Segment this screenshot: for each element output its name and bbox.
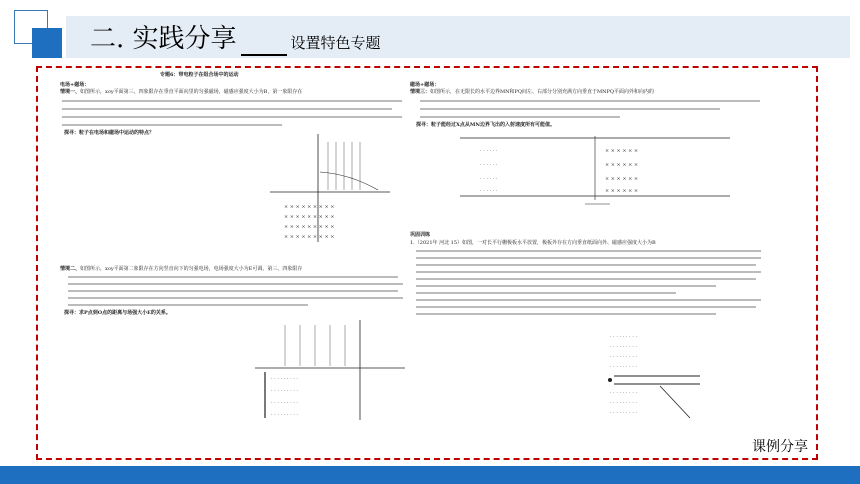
worksheet-document <box>60 70 815 430</box>
text-line <box>62 108 392 110</box>
figure-case1 <box>270 132 400 262</box>
text-line <box>68 304 308 306</box>
text-line <box>416 278 756 280</box>
svg-text:· · · · · · · · ·: · · · · · · · · · <box>610 364 638 370</box>
svg-text:× × × × × × × × ×: × × × × × × × × × <box>284 224 335 230</box>
svg-text:· · · · · · · · ·: · · · · · · · · · <box>610 390 638 396</box>
case2-paragraph: 情境二、如图所示，xoy平面第二象限存在方向竖直向下的匀强电场，电场强度大小为E可调。第三、四象限存 <box>60 266 303 272</box>
text-line <box>62 124 282 126</box>
exercise-paragraph: 1.（2021年 河北 15）如图，一对长平行栅极板水平放置，极板外存在方向垂直纸面向外、磁感应强度大小为B <box>410 240 656 246</box>
slide-title <box>90 20 381 56</box>
left-section-heading: 电场+磁场： <box>60 82 90 88</box>
figure-case2 <box>255 320 415 425</box>
svg-text:· · · · · ·: · · · · · · <box>480 148 498 154</box>
text-line <box>416 271 761 273</box>
text-line <box>68 290 398 292</box>
text-line <box>416 313 716 315</box>
lesson-share-label: 课例分享 <box>752 439 808 455</box>
doc-topic: 专题6：带电粒子在组合场中的运动 <box>160 72 239 78</box>
svg-text:× × × × × ×: × × × × × × <box>605 176 639 182</box>
right-section-heading: 磁场+磁场： <box>410 82 440 88</box>
text-line <box>416 250 761 252</box>
svg-text:· · · · · · · · ·: · · · · · · · · · <box>610 400 638 406</box>
title-sub: 设置特色专题 <box>290 34 381 52</box>
case3-paragraph: 情境三：如图所示，在无限长的水平边界MN和PQ间左、右部分分别充满方向垂直于MNPQ平面向外和向内的 <box>410 89 654 95</box>
svg-text:× × × × × ×: × × × × × × <box>605 148 639 154</box>
svg-text:· · · · · · · · ·: · · · · · · · · · <box>610 334 638 340</box>
text-line <box>416 264 756 266</box>
bottom-bar <box>0 466 860 484</box>
text-line <box>416 299 761 301</box>
svg-text:· · · · · · · · ·: · · · · · · · · · <box>271 388 299 394</box>
svg-text:· · · · · · · · ·: · · · · · · · · · <box>610 344 638 350</box>
text-line <box>420 100 760 102</box>
svg-text:· · · · · · · · ·: · · · · · · · · · <box>610 354 638 360</box>
title-main: 二. 实践分享 <box>90 24 237 54</box>
text-line <box>62 116 402 118</box>
text-line <box>68 283 403 285</box>
svg-text:· · · · · ·: · · · · · · <box>480 162 498 168</box>
explore3-text: 探寻：粒子能经过X点从MN边界飞出的入射速度所有可能值。 <box>416 122 555 128</box>
text-line <box>416 292 676 294</box>
text-line <box>420 108 720 110</box>
svg-text:× × × × × × × × ×: × × × × × × × × × <box>284 234 335 240</box>
text-line <box>420 116 620 118</box>
svg-text:× × × × × × × × ×: × × × × × × × × × <box>284 214 335 220</box>
svg-text:· · · · · · · · ·: · · · · · · · · · <box>271 400 299 406</box>
corner-decoration-fill <box>32 28 62 58</box>
svg-text:× × × × × × × × ×: × × × × × × × × × <box>284 204 335 210</box>
svg-text:· · · · · · · · ·: · · · · · · · · · <box>271 376 299 382</box>
explore1-text: 探寻：粒子在电场和磁场中运动的特点？ <box>64 130 155 136</box>
text-line <box>416 257 761 259</box>
svg-text:× × × × × ×: × × × × × × <box>605 188 639 194</box>
text-line <box>416 306 756 308</box>
case1-paragraph: 情境一、如图所示，xoy平面第三、四象限存在垂直平面向里的匀强磁场，磁感应强度大小为B，第一象限存在 <box>60 89 303 95</box>
svg-text:× × × × × ×: × × × × × × <box>605 162 639 168</box>
svg-text:· · · · · · · · ·: · · · · · · · · · <box>610 410 638 416</box>
text-line <box>68 276 398 278</box>
svg-text:· · · · · ·: · · · · · · <box>480 176 498 182</box>
explore2-text: 探寻：求P点到O点的距离与场强大小E的关系。 <box>64 310 171 316</box>
consolidate-heading: 巩固训练 <box>410 232 431 238</box>
figure-case3 <box>460 134 740 219</box>
text-line <box>416 285 716 287</box>
text-line <box>68 297 403 299</box>
text-line <box>62 100 402 102</box>
svg-text:· · · · · ·: · · · · · · <box>480 188 498 194</box>
svg-text:· · · · · · · · ·: · · · · · · · · · <box>271 412 299 418</box>
title-blank-underline <box>241 26 287 56</box>
figure-exercise <box>600 330 720 425</box>
